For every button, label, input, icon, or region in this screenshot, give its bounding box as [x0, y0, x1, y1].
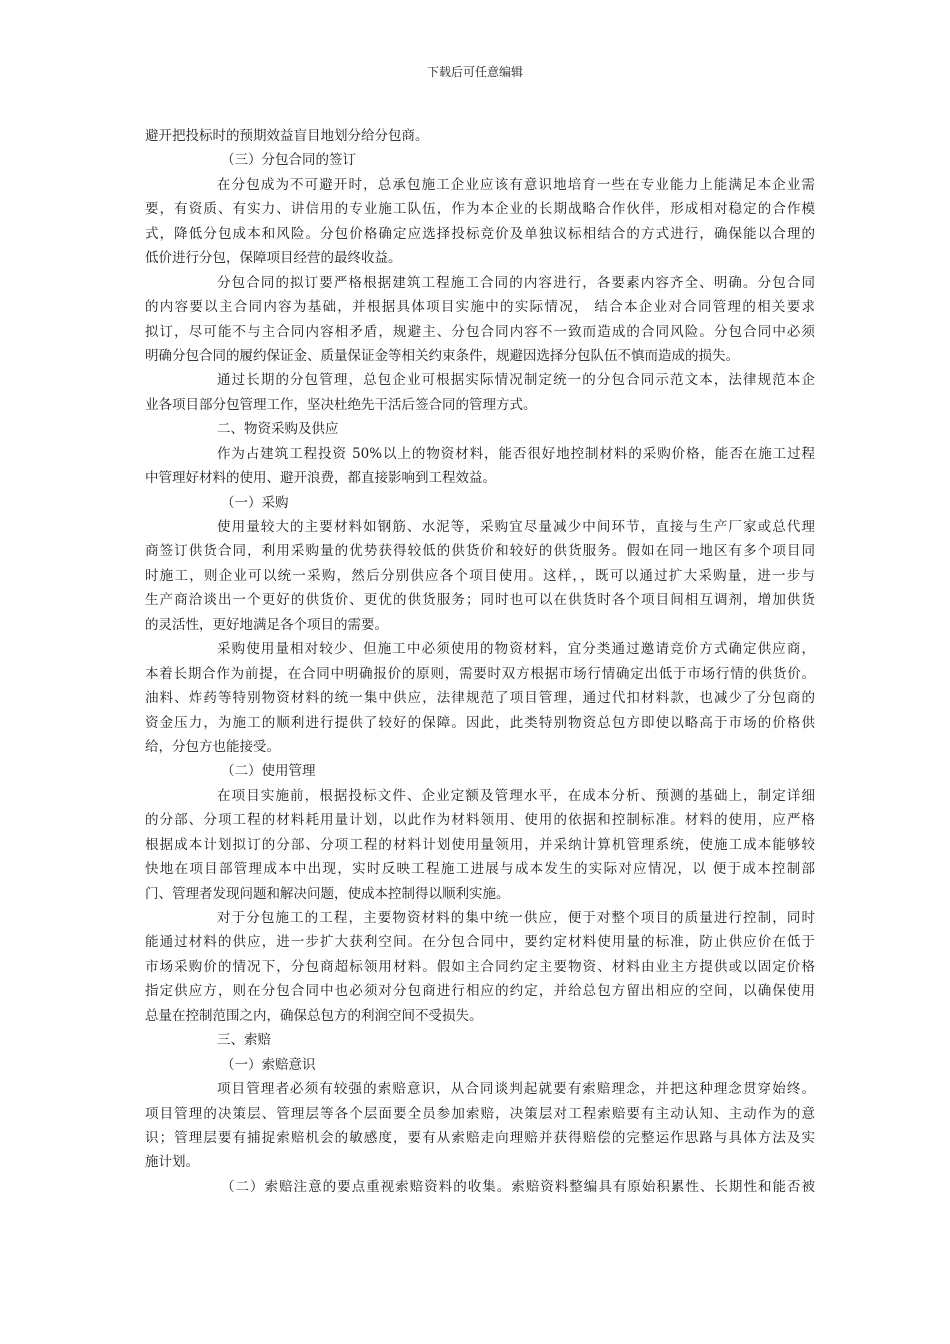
text-line: 施计划。: [145, 1154, 199, 1171]
text-line: （三）分包合同的签订: [221, 152, 356, 169]
text-line: 低价进行分包，保障项目经营的最终收益。: [145, 250, 402, 267]
text-line: 使用量较大的主要材料如钢筋、水泥等，采购宜尽量减少中间环节，直接与生产厂家或总代理: [217, 519, 815, 535]
text-line: 项目管理者必须有较强的索赔意识，从合同谈判起就要有索赔理念，并把这种理念贯穿始终。: [217, 1081, 815, 1098]
text-line: 根据成本计划拟订的分部、分项工程的材料计划使用量领用，并采纳计算机管理系统，使施工成本能够较: [145, 836, 815, 853]
text-line: 分包合同的拟订要严格根据建筑工程施工合同的内容进行，各要素内容齐全、明确。分包合同: [217, 274, 815, 291]
text-line: 拟订，尽可能不与主合同内容相矛盾，规避主、分包合同内容不一致而造成的合同风险。分包合同中必须: [145, 323, 815, 340]
text-line: （一）索赔意识: [221, 1056, 316, 1073]
text-line: 快地在项目部管理成本中出现，实时反映工程施工进展与成本发生的实际对应情况，以 便于成本控制部: [145, 861, 815, 878]
text-line: 中管理好材料的使用、避开浪费，都直接影响到工程效益。: [145, 470, 496, 487]
text-line: 能通过材料的供应，进一步扩大获利空间。在分包合同中，要约定材料使用量的标准，防止供应价在低于: [145, 934, 815, 951]
body-text: [145, 124, 815, 1199]
text-line: 的分部、分项工程的材料耗用量计划，以此作为材料领用、使用的依据和控制标准。材料的使用，应严格: [145, 812, 815, 829]
text-line: 给，分包方也能接受。: [145, 738, 280, 755]
text-line: 商签订供货合同，利用采购量的优势获得较低的供货价和较好的供货服务。假如在同一地区有多个项目同: [145, 543, 815, 560]
text-line: 项目管理的决策层、管理层等各个层面要全员参加索赔，决策层对工程索赔要有主动认知、主动作为的意: [145, 1105, 815, 1122]
text-line: 资金压力，为施工的顺利进行提供了较好的保障。因此，此类特别物资总包方即使以略高于市场的价格供: [145, 714, 815, 731]
text-line: 在项目实施前，根据投标文件、企业定额及管理水平，在成本分析、预测的基础上，制定详细: [217, 787, 815, 804]
text-line: 业各项目部分包管理工作，坚决杜绝先干活后签合同的管理方式。: [145, 396, 537, 413]
text-line: 明确分包合同的履约保证金、质量保证金等相关约束条件，规避因选择分包队伍不慎而造成的损失。: [145, 347, 739, 364]
text-line: 在分包成为不可避开时，总承包施工企业应该有意识地培育一些在专业能力上能满足本企业需: [217, 176, 815, 193]
text-line: （一）采购: [221, 494, 289, 511]
text-line: 的内容要以主合同内容为基础，并根据具体项目实施中的实际情况， 结合本企业对合同管理的相关要求: [145, 299, 815, 316]
page-header-note: 下载后可任意编辑: [426, 65, 523, 79]
text-line: 生产商洽谈出一个更好的供货价、更优的供货服务；同时也可以在供货时各个项目间相互调剂，增加供货: [145, 592, 815, 609]
text-line: 总量在控制范围之内，确保总包方的利润空间不受损失。: [145, 1007, 483, 1024]
text-line: 门、管理者发现问题和解决问题，使成本控制得以顺利实施。: [145, 885, 510, 902]
text-line: 时施工，则企业可以统一采购，然后分别供应各个项目使用。这样，，既可以通过扩大采购量，进一步与: [145, 567, 815, 584]
text-line: （二）使用管理: [221, 763, 316, 780]
text-line: 式，降低分包成本和风险。分包价格确定应选择投标竞价及单独议标相结合的方式进行，确保能以合理的: [145, 225, 815, 242]
text-line: 市场采购价的情况下，分包商超标领用材料。假如主合同约定主要物资、材料由业主方提供或以固定价格: [145, 958, 815, 975]
text-line: 避开把投标时的预期效益盲目地划分给分包商。: [145, 128, 429, 144]
text-line: 二、物资采购及供应: [217, 421, 339, 438]
text-line: 的灵活性，更好地满足各个项目的需要。: [145, 616, 388, 633]
text-line: 通过长期的分包管理，总包企业可根据实际情况制定统一的分包合同示范文本，法律规范本企: [217, 372, 815, 389]
text-line: 采购使用量相对较少、但施工中必须使用的物资材料，宜分类通过邀请竞价方式确定供应商，: [217, 641, 815, 658]
text-line: 识；管理层要有捕捉索赔机会的敏感度，要有从索赔走向理赔并获得赔偿的完整运作思路与具体方法及实: [145, 1129, 815, 1146]
text-line: 对于分包施工的工程，主要物资材料的集中统一供应，便于对整个项目的质量进行控制，同时: [217, 910, 815, 926]
text-line: 作为占建筑工程投资 50%以上的物资材料，能否很好地控制材料的采购价格，能否在施工过程: [217, 445, 815, 462]
text-line: 油料、炸药等特别物资材料的统一集中供应，法律规范了项目管理，通过代扣材料款，也减少了分包商的: [145, 690, 815, 707]
text-line: 本着长期合作为前提，在合同中明确报价的原则，需要时双方根据市场行情确定出低于市场行情的供货价。: [145, 665, 815, 682]
text-line: 指定供应方，则在分包合同中也必须对分包商进行相应的约定，并给总包方留出相应的空间，以确保使用: [145, 983, 815, 1000]
text-line: 三、索赔: [217, 1032, 271, 1049]
text-line: （二）索赔注意的要点重视索赔资料的收集。索赔资料整编具有原始积累性、长期性和能否被: [221, 1178, 815, 1195]
text-line: 要，有资质、有实力、讲信用的专业施工队伍，作为本企业的长期战略合作伙伴，形成相对稳定的合作模: [145, 201, 815, 218]
